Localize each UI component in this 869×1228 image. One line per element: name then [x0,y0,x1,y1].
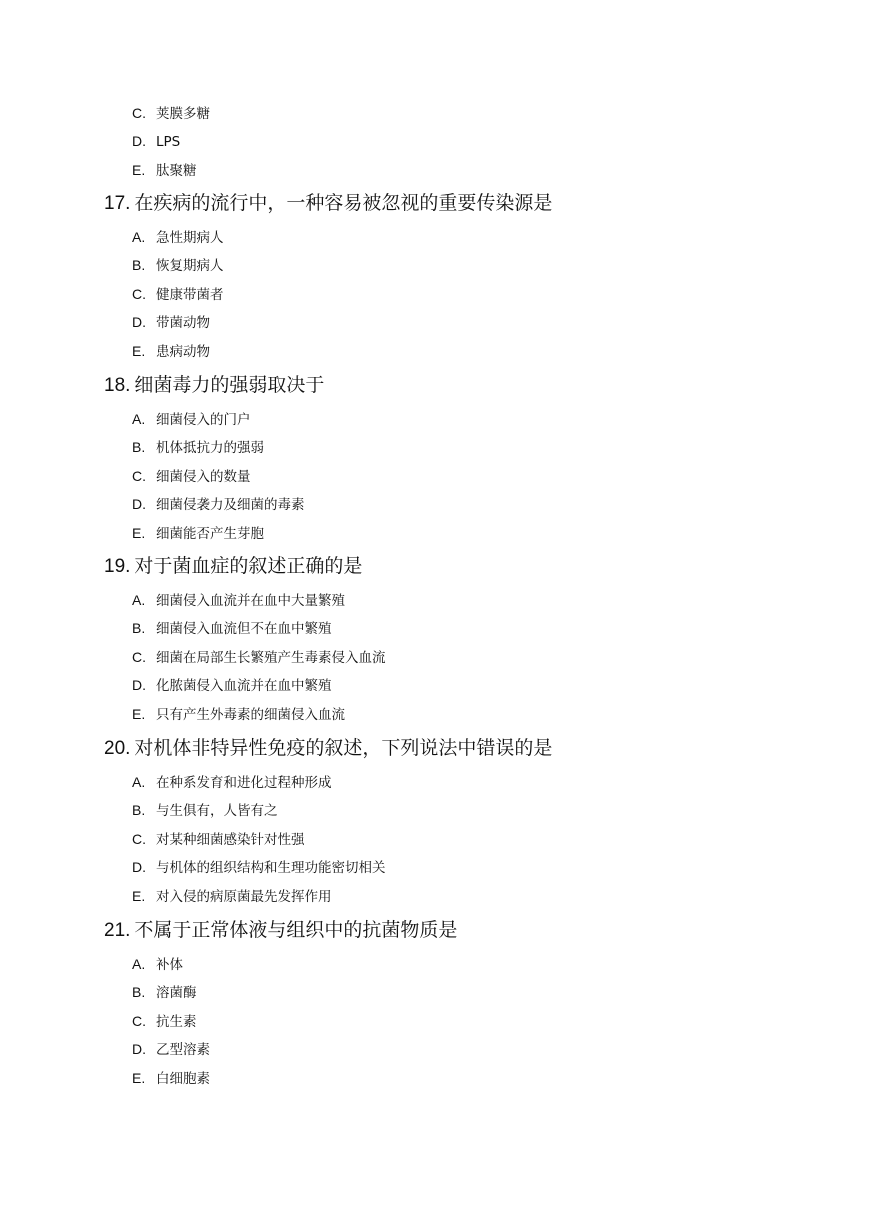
option-b [0,251,869,279]
option-text: 恢复期病人 [156,258,224,275]
question-21 [0,910,869,1092]
option-a [0,223,869,251]
question-19 [0,546,869,728]
question-number: 17. [104,193,131,214]
option-d [0,1035,869,1063]
option-text: 补体 [156,957,183,973]
question-18 [0,365,869,547]
option-d [0,671,869,699]
option-text: 细菌能否产生芽胞 [156,525,264,542]
option-c [0,643,869,671]
question-title [0,365,869,405]
option-b [0,978,869,1006]
option-a [0,950,869,978]
option-letter: D. [132,677,146,694]
option-letter: B. [132,802,146,819]
option-text: 溶菌酶 [156,985,197,1002]
option-text: 健康带菌者 [156,286,224,303]
option-text: 白细胞素 [156,1070,210,1087]
option-letter: A. [132,774,146,790]
option-b [0,614,869,642]
option-text: 带菌动物 [156,315,210,332]
option-text: 抗生素 [156,1013,197,1030]
option-letter: C. [132,1012,146,1029]
question-17 [0,183,869,365]
option-a [0,586,869,614]
option-text: 急性期病人 [156,230,224,246]
option-text: 细菌侵入的门户 [156,412,251,428]
option-letter: C. [132,467,146,484]
option-text: 机体抵抗力的强弱 [156,440,264,457]
option-text: 只有产生外毒素的细菌侵入血流 [156,706,345,723]
option-letter: B. [132,620,146,637]
option-letter: E. [132,1069,146,1086]
option-letter: A. [132,956,146,972]
option-letter: B. [132,984,146,1001]
option-letter: C. [132,830,146,847]
option-c [0,280,869,308]
option-letter: D. [132,133,146,150]
option-c [0,462,869,490]
question-title [0,183,869,223]
question-title [0,728,869,768]
option-text: 细菌侵袭力及细菌的毒素 [156,497,305,514]
option-b [0,433,869,461]
option-e [0,337,869,365]
option-c [0,825,869,853]
option-c [0,1007,869,1035]
option-d [0,127,869,155]
question-text: 对机体非特异性免疫的叙述，下列说法中错误的是 [134,737,553,759]
option-letter: E. [132,705,146,722]
question-number: 21. [104,920,131,941]
option-text: 肽聚糖 [156,162,197,179]
option-letter: E. [132,342,146,359]
q16-tail-options [0,99,869,184]
option-text: 与生俱有，人皆有之 [156,803,278,820]
question-number: 19. [104,556,131,577]
question-text: 细菌毒力的强弱取决于 [134,374,325,396]
option-a [0,405,869,433]
option-letter: C. [132,648,146,665]
option-letter: D. [132,1041,146,1058]
option-text: 细菌侵入血流并在血中大量繁殖 [156,593,345,609]
question-text: 在疾病的流行中，一种容易被忽视的重要传染源是 [134,192,553,214]
option-d [0,308,869,336]
question-number: 18. [104,375,131,396]
option-d [0,853,869,881]
option-e [0,1064,869,1092]
option-letter: A. [132,592,146,608]
question-title [0,910,869,950]
question-text: 不属于正常体液与组织中的抗菌物质是 [134,919,458,941]
option-letter: C. [132,285,146,302]
option-e [0,156,869,184]
option-text: 细菌侵入的数量 [156,468,251,485]
option-letter: E. [132,161,146,178]
question-number: 20. [104,738,131,759]
option-letter: E. [132,524,146,541]
option-text: 对某种细菌感染针对性强 [156,831,305,848]
option-letter: A. [132,411,146,427]
option-text: 细菌侵入血流但不在血中繁殖 [156,621,332,638]
option-e [0,519,869,547]
option-letter: D. [132,496,146,513]
option-text: 化脓菌侵入血流并在血中繁殖 [156,678,332,695]
option-e [0,700,869,728]
question-text: 对于菌血症的叙述正确的是 [134,555,363,577]
option-text: 细菌在局部生长繁殖产生毒素侵入血流 [156,649,386,666]
option-text: 荚膜多糖 [156,106,210,122]
option-text: LPS [156,134,181,151]
option-text: 对入侵的病原菌最先发挥作用 [156,888,332,905]
option-text: 在种系发育和进化过程种形成 [156,775,332,791]
option-d [0,490,869,518]
option-text: 与机体的组织结构和生理功能密切相关 [156,860,386,877]
option-letter: E. [132,887,146,904]
question-title [0,546,869,586]
option-letter: B. [132,257,146,274]
option-text: 乙型溶素 [156,1042,210,1059]
question-20 [0,728,869,910]
option-text: 患病动物 [156,343,210,360]
option-letter: C. [132,105,146,121]
option-letter: B. [132,439,146,456]
option-letter: D. [132,859,146,876]
option-b [0,796,869,824]
option-letter: A. [132,229,146,245]
option-letter: D. [132,314,146,331]
option-a [0,768,869,796]
option-e [0,882,869,910]
option-c [0,99,869,127]
